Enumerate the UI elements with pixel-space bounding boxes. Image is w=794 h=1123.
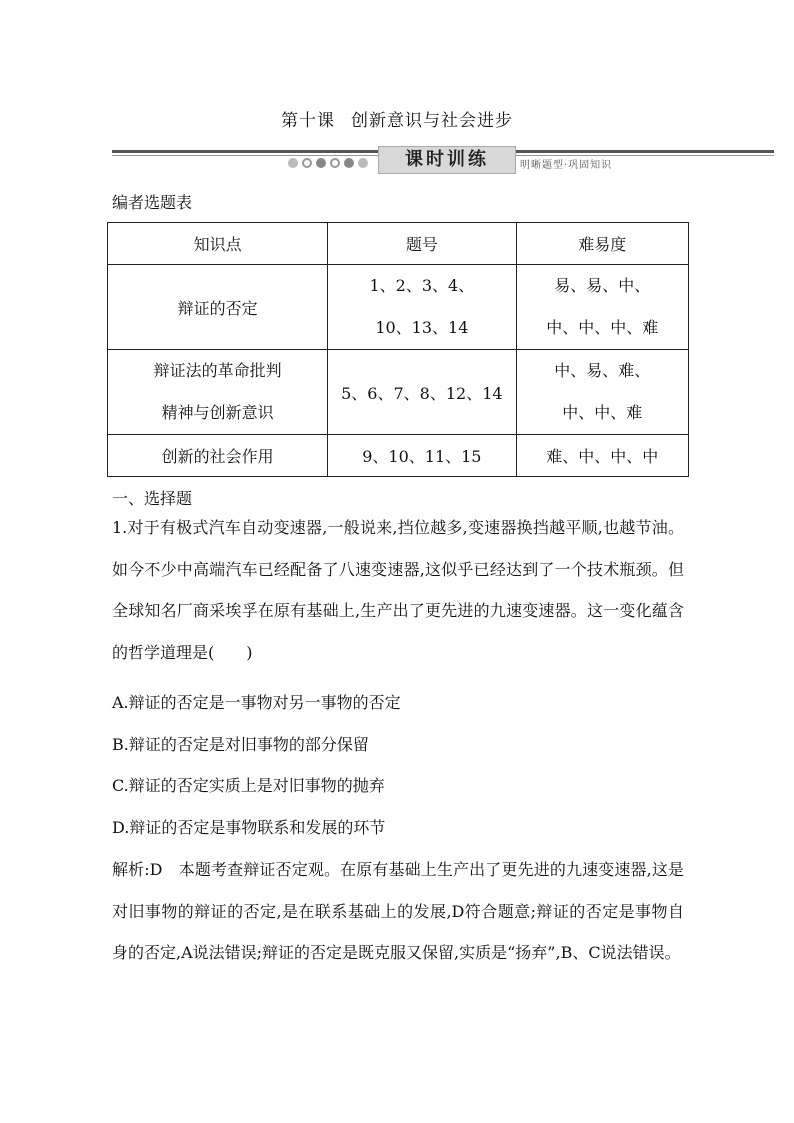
cell-topic: 辩证法的革命批判 精神与创新意识 xyxy=(108,350,328,435)
table-row xyxy=(108,435,689,477)
table-row xyxy=(108,350,689,435)
lesson-number: 第十课 xyxy=(281,111,335,131)
decorative-dots-icon xyxy=(288,158,368,168)
cell-numbers: 1、2、3、4、 10、13、14 xyxy=(328,265,516,350)
section-heading: 一、选择题 xyxy=(112,489,193,508)
analysis-text: 解析:D 本题考查辩证否定观。在原有基础上生产出了更先进的九速变速器,这是对旧事物的辩证的否定,是在联系基础上的发展,D符合题意;辩证的否定是事物自身的否定,A说法错误;辩证的否定是既克服又保留,实质是“扬弃”,B、C说法错误。 xyxy=(112,860,684,962)
question-text: 1.对于有极式汽车自动变速器,一般说来,挡位越多,变速器换挡越平顺,也越节油。如今不少中高端汽车已经配备了八速变速器,这似乎已经达到了一个技术瓶颈。但全球知名厂商采埃孚在原有基础上,生产出了更先进的九速变速器。这一变化蕴含的哲学道理是( ) xyxy=(112,518,684,662)
cell-difficulty: 中、易、难、 中、中、难 xyxy=(516,350,688,435)
option-a: A.辩证的否定是一事物对另一事物的否定 xyxy=(112,693,401,712)
header-numbers: 题号 xyxy=(328,223,516,265)
header-topic: 知识点 xyxy=(108,223,328,265)
cell-numbers: 5、6、7、8、12、14 xyxy=(328,350,516,435)
option-c: C.辩证的否定实质上是对旧事物的抛弃 xyxy=(112,776,385,795)
option-d: D.辩证的否定是事物联系和发展的环节 xyxy=(112,818,386,837)
topic-table xyxy=(107,222,689,477)
cell-topic: 创新的社会作用 xyxy=(108,435,328,477)
table-label: 编者选题表 xyxy=(112,193,193,212)
cell-difficulty: 易、易、中、 中、中、中、难 xyxy=(516,265,688,350)
lesson-topic: 创新意识与社会进步 xyxy=(351,111,513,131)
cell-difficulty: 难、中、中、中 xyxy=(516,435,688,477)
page-title xyxy=(0,106,794,131)
banner-label: 课时训练 xyxy=(378,146,516,174)
cell-topic: 辩证的否定 xyxy=(108,265,328,350)
table-row xyxy=(108,265,689,350)
banner-subtitle: 明晰题型·巩固知识 xyxy=(520,160,613,171)
section-banner xyxy=(112,144,774,174)
option-b: B.辩证的否定是对旧事物的部分保留 xyxy=(112,735,369,754)
table-header-row xyxy=(108,223,689,265)
header-difficulty: 难易度 xyxy=(516,223,688,265)
cell-numbers: 9、10、11、15 xyxy=(328,435,516,477)
